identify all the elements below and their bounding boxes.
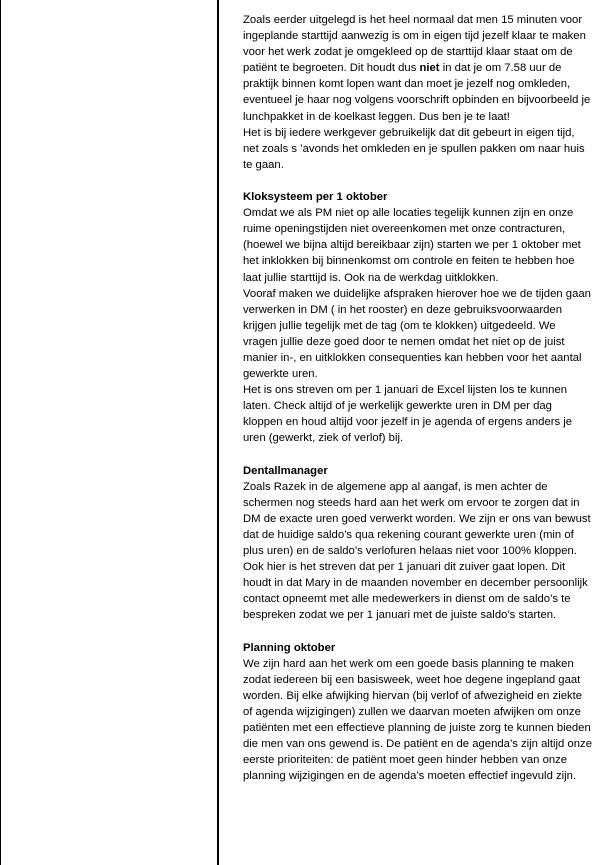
spacer xyxy=(243,624,593,640)
section-paragraph: Het is ons streven om per 1 januari de Excel lijsten los te kunnen laten. Check altijd of je werkelijk gewerkte uren in DM per dag kloppen en houd altijd voor jezelf in je agenda of ergens anders je uren (gewerkt, ziek of verlof) bij. xyxy=(243,384,573,445)
section-paragraph: Vooraf maken we duidelijke afspraken hierover hoe we de tijden gaan verwerken in DM ( in het rooster) en deze gebruiksvoorwaarden krijgen jullie tegelijk met de tag (om te klokken) uitgedeeld. We vragen jullie deze goed door te nemen omdat het niet op de juist manier in-, en uitklokken consequenties kan hebben voor het aantal gewerkte uren. xyxy=(243,287,591,381)
intro-text-part2: in dat je om 7.58 uur de praktijk binnen komt lopen want dan moet je jezelf nog omkleden, eventueel je haar nog volgens voorschrift opbinden en bijvoorbeeld je lunchpakket in de koelkast leggen. Dus ben je te laat! xyxy=(243,62,591,123)
document-body xyxy=(243,12,593,785)
section-heading-planning: Planning oktober xyxy=(243,641,336,654)
intro-text-part1: Zoals eerder uitgelegd is het heel normaal dat men 15 minuten voor ingeplande starttijd aanwezig is om in eigen tijd jezelf klaar te maken voor het werk zodat je omgekleed op de starttijd klaar staat om de patiënt te begroeten. Dit houdt dus xyxy=(243,14,586,75)
page-left-border xyxy=(0,0,1,865)
column-divider xyxy=(217,0,219,865)
spacer xyxy=(243,173,593,189)
section-paragraph: Zoals Razek in de algemene app al aangaf, is men achter de schermen nog steeds hard aan het werk om ervoor te zorgen dat in DM de exacte uren goed verwerkt worden. We zijn er ons van bewust dat de huidige saldo’s qua rekening courant gewerkte uren (min of plus uren) en de saldo’s verlofuren helaas niet voor 100% kloppen. xyxy=(243,480,591,558)
intro-bold-word: niet xyxy=(419,62,440,75)
intro-paragraph-1 xyxy=(243,12,593,125)
intro-paragraph-2: Het is bij iedere werkgever gebruikelijk dat dit gebeurt in eigen tijd, net zoals s ’avonds het omkleden en je spullen pakken om naar huis te gaan. xyxy=(243,126,585,171)
section-paragraph: We zijn hard aan het werk om een goede basis planning te maken zodat iedereen bij een basisweek, weet hoe degene ingepland gaat worden. Bij elke afwijking hiervan (bij verlof of afwezigheid en ziekte of agenda wijzigingen) zullen we daarvan moeten afwijken om onze patiënten met een effectieve planning de juiste zorg te kunnen bieden die men van ons gewend is. De patiënt en de agenda’s zijn altijd onze eerste prioriteiten: de patiënt moet geen hinder hebben van onze planning wijzigingen en de agenda’s moeten effectief ingevuld zijn. xyxy=(243,657,592,783)
section-paragraph: Ook hier is het streven dat per 1 januari dit zuiver gaat lopen. Dit houdt in dat Mary in de maanden november en december persoonlijk contact opneemt met alle medewerkers in dienst om de saldo’s te bespreken zodat we per 1 januari met de juiste saldo’s starten. xyxy=(243,561,588,622)
section-heading-kloksysteem: Kloksysteem per 1 oktober xyxy=(243,191,388,204)
section-paragraph: Omdat we als PM niet op alle locaties tegelijk kunnen zijn en onze ruime openingstijden niet overeenkomen met onze contracturen, (hoewel we bijna altijd bereikbaar zijn) starten we per 1 oktober met het inklokken bij binnenkomst om controle en feiten te hebben hoe laat jullie starttijd is. Ook na de werkdag uitklokken. xyxy=(243,207,581,284)
section-heading-dentallmanager: Dentallmanager xyxy=(243,464,328,477)
spacer xyxy=(243,447,593,463)
